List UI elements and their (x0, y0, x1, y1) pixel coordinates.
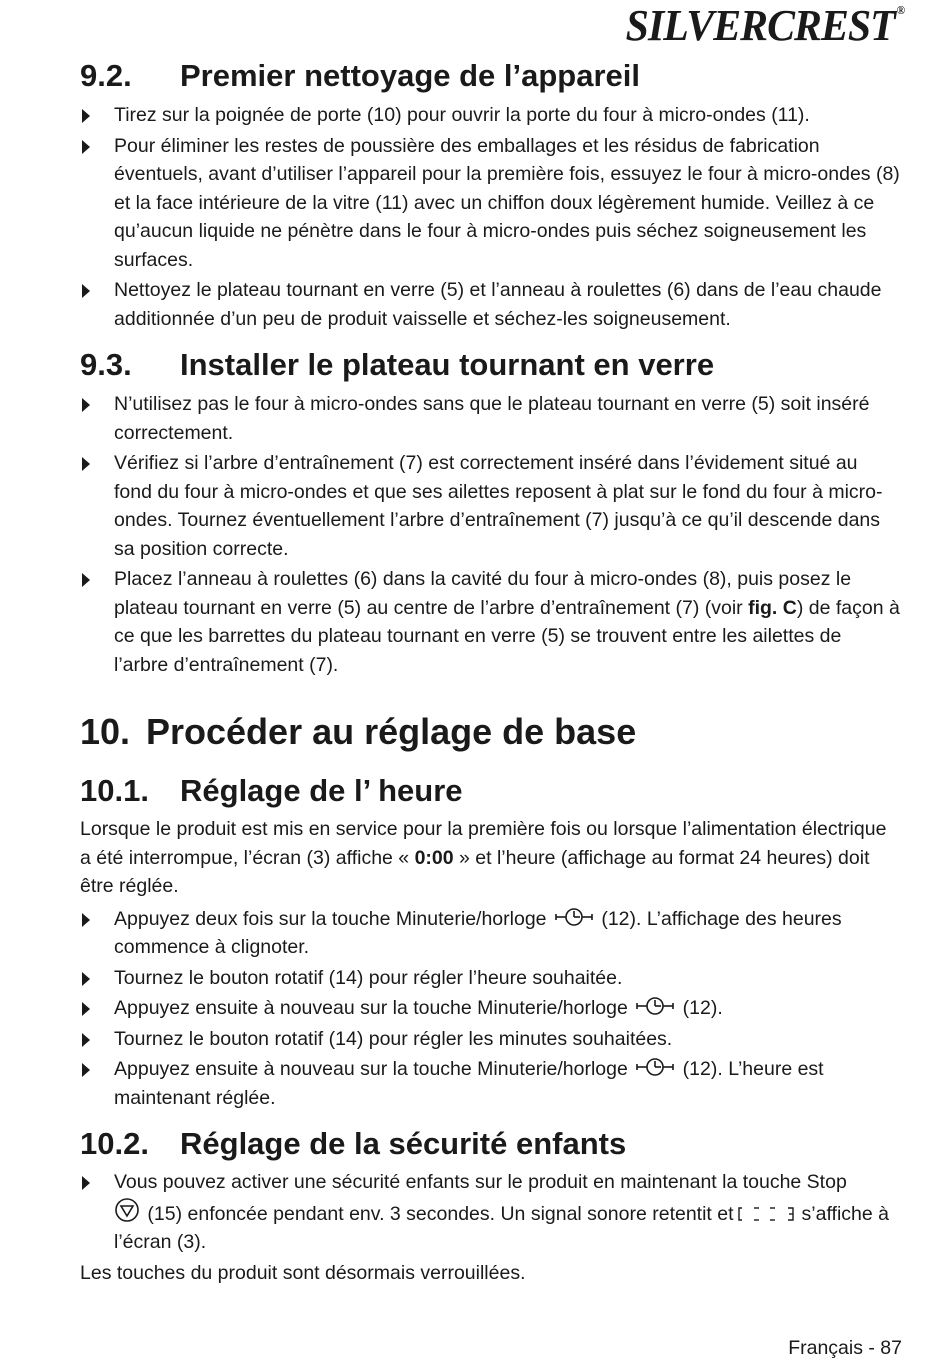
list-item (80, 1168, 900, 1257)
list-item-text: Tirez sur la poignée de porte (10) pour ouvrir la porte du four à micro-ondes (11). (114, 104, 810, 126)
page-footer: Français - 87 (788, 1337, 902, 1359)
bullet-arrow-icon (82, 140, 90, 154)
list-9-2 (80, 101, 900, 333)
list-item-text: N’utilisez pas le four à micro-ondes sans que le plateau tournant en verre (5) soit inséré correctement. (114, 393, 870, 444)
section-heading-10-1 (80, 771, 900, 811)
list-item-text: Tournez le bouton rotatif (14) pour régler l’heure souhaitée. (114, 966, 623, 989)
list-item-text: Appuyez deux fois sur la touche Minuterie/horloge (114, 907, 552, 930)
bullet-arrow-icon (82, 398, 90, 412)
figure-reference: fig. C (748, 596, 797, 619)
bullet-arrow-icon (82, 1063, 90, 1077)
section-number: 9.2. (80, 58, 132, 93)
bullet-arrow-icon (82, 1002, 90, 1016)
list-item-text: Appuyez ensuite à nouveau sur la touche Minuterie/horloge (114, 997, 634, 1019)
registered-mark: ® (896, 3, 904, 17)
bullet-arrow-icon (82, 972, 90, 986)
chapter-number: 10. (80, 711, 131, 752)
list-item-text: Vous pouvez activer une sécurité enfants sur le produit en maintenant la touche Stop (114, 1171, 847, 1193)
list-item (80, 1055, 900, 1112)
list-item-text: Placez l’anneau à roulettes (6) dans la cavité du four à micro-ondes (8), puis posez le plateau tournant en verre (5) au centre de l’arbre d’entraînement (7) (voir (114, 568, 852, 619)
list-item-text: (12). (677, 997, 723, 1019)
list-item-text: (12). L’affichage des heures commence à clignoter. (114, 907, 842, 958)
section-title: Réglage de l’ heure (180, 773, 463, 808)
section-heading-9-3 (80, 345, 900, 385)
bullet-arrow-icon (82, 457, 90, 471)
bullet-arrow-icon (82, 284, 90, 298)
section-title: Premier nettoyage de l’appareil (180, 58, 641, 93)
section-heading-9-2 (80, 56, 900, 96)
section-title: Réglage de la sécurité enfants (180, 1126, 627, 1161)
bullet-arrow-icon (82, 1176, 90, 1190)
paragraph-text: » et l’heure (affichage au format 24 heures) doit être réglée. (80, 846, 870, 897)
list-10-1 (80, 905, 900, 1113)
list-item-text: (12). L’heure est maintenant réglée. (114, 1058, 824, 1109)
list-item (80, 101, 900, 130)
list-item-text: Tournez le bouton rotatif (14) pour régler les minutes souhaitées. (114, 1027, 673, 1050)
section-title: Installer le plateau tournant en verre (180, 347, 715, 382)
section-number: 9.3. (80, 347, 132, 382)
section-number: 10.2. (80, 1126, 149, 1161)
list-item (80, 449, 900, 563)
list-9-3 (80, 390, 900, 679)
display-value: 0:00 (414, 846, 454, 869)
stop-button-icon (114, 1197, 140, 1223)
list-item (80, 1025, 900, 1054)
list-item-text: Nettoyez le plateau tournant en verre (5) et l’anneau à roulettes (6) dans de l’eau chaude additionnée d’un peu de produit vaisselle et séchez-les soigneusement. (114, 279, 882, 330)
timer-clock-icon (635, 995, 675, 1017)
outro-paragraph: Les touches du produit sont désormais verrouillées. (80, 1261, 526, 1284)
list-item (80, 905, 900, 962)
brand-name: SILVERCREST (625, 1, 895, 50)
section-number: 10.1. (80, 773, 149, 808)
section-heading-10-2 (80, 1124, 900, 1164)
chapter-heading-10 (80, 709, 900, 755)
list-item-text: Pour éliminer les restes de poussière des emballages et les résidus de fabrication éventuels, avant d’utiliser l’appareil pour la première fois, essuyez le four à micro-ondes (8) et la face intérieure de la vitre (11) avec un chiffon doux légèrement humide. Veillez à ce qu’aucun liquide ne pénètre dans le four à micro-ondes puis séchez soigneusement les surfaces. (114, 134, 900, 271)
bullet-arrow-icon (82, 913, 90, 927)
timer-clock-icon (554, 906, 594, 928)
list-item (80, 565, 900, 679)
child-lock-display-icon (736, 1205, 800, 1223)
bullet-arrow-icon (82, 1033, 90, 1047)
timer-clock-icon (635, 1056, 675, 1078)
page-content (80, 50, 900, 1287)
list-item (80, 390, 900, 447)
intro-paragraph (80, 815, 900, 901)
bullet-arrow-icon (82, 109, 90, 123)
chapter-title: Procéder au réglage de base (146, 711, 637, 752)
bullet-arrow-icon (82, 573, 90, 587)
list-item-text: s’affiche à l’écran (3). (114, 1202, 889, 1253)
list-item (80, 132, 900, 275)
paragraph-text: Lorsque le produit est mis en service pour la première fois ou lorsque l’alimentation électrique a été interrompue, l’écran (3) affiche « (80, 818, 887, 869)
list-item (80, 276, 900, 333)
brand-logo (625, 1, 904, 50)
list-10-2 (80, 1168, 900, 1257)
list-item (80, 964, 900, 993)
list-item-text: Appuyez ensuite à nouveau sur la touche Minuterie/horloge (114, 1058, 634, 1080)
list-item-text: (15) enfoncée pendant env. 3 secondes. Un signal sonore retentit et (142, 1202, 734, 1225)
list-item-text: ) de façon à ce que les barrettes du plateau tournant en verre (5) se trouvent entre les ailettes de l’arbre d’entraînement (7). (114, 596, 900, 676)
list-item (80, 994, 900, 1023)
list-item-text: Vérifiez si l’arbre d’entraînement (7) est correctement inséré dans l’évidement situé au fond du four à micro-ondes et que ses ailettes reposent à plat sur le fond du four à micro-ondes. Tournez éventuellement l’arbre d’entraînement (7) jusqu’à ce qu’il descende dans sa position correcte. (114, 452, 883, 560)
